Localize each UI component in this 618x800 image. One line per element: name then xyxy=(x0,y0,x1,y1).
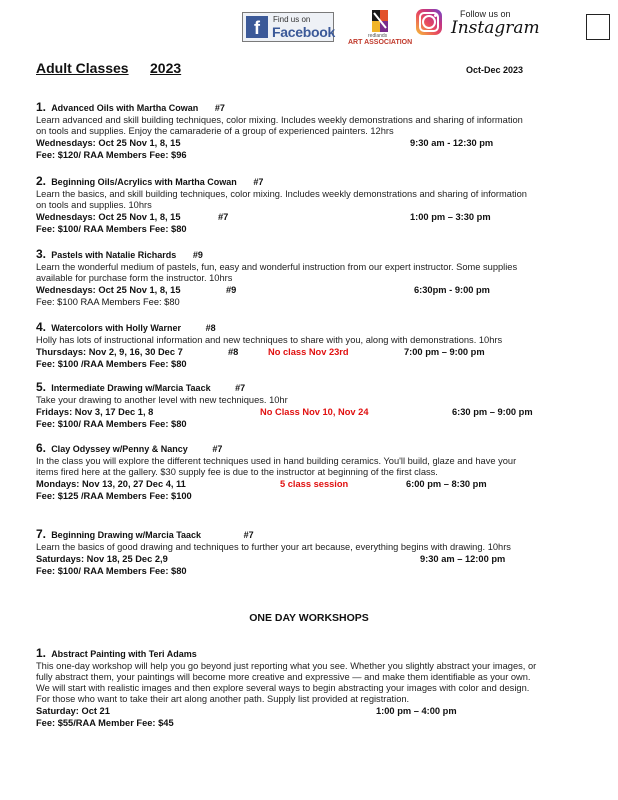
class-schedule: Thursdays: Nov 2, 9, 16, 30 Dec 7 xyxy=(36,347,183,357)
class-description: Learn advanced and skill building techniques, color mixing. Includes weekly demonstrations and sharing of information xyxy=(36,115,523,125)
page-year: 2023 xyxy=(150,60,182,76)
class-time: 1:00 pm – 3:30 pm xyxy=(410,212,491,222)
facebook-caption: Find us on xyxy=(273,15,311,24)
workshop-fee: Fee: $55/RAA Member Fee: $45 xyxy=(36,718,174,728)
workshop-heading: 1. Abstract Painting with Teri Adams xyxy=(36,646,197,660)
instagram-wordmark: Instagram xyxy=(451,18,540,38)
class-schedule: Fridays: Nov 3, 17 Dec 1, 8 xyxy=(36,407,154,417)
class-schedule: Mondays: Nov 13, 20, 27 Dec 4, 11 xyxy=(36,479,186,489)
class-fee: Fee: $100 /RAA Members Fee: $80 xyxy=(36,359,187,369)
facebook-wordmark: Facebook xyxy=(272,24,335,40)
facebook-logo-icon: f xyxy=(246,16,268,38)
class-time: 7:00 pm – 9:00 pm xyxy=(404,347,485,357)
class-description: on tools and supplies. 10hrs xyxy=(36,200,152,210)
instagram-caption: Follow us on xyxy=(460,9,511,19)
class-description: Learn the basics, and skill building techniques, color mixing. Includes weekly demonstrations and sharing of information xyxy=(36,189,527,199)
class-heading: 1. Advanced Oils with Martha Cowan #7 xyxy=(36,100,225,114)
class-heading: 2. Beginning Oils/Acrylics with Martha Cowan #7 xyxy=(36,174,264,188)
class-heading: 7. Beginning Drawing w/Marcia Taack #7 xyxy=(36,527,254,541)
class-schedule-code: #8 xyxy=(228,347,239,357)
class-schedule: Saturdays: Nov 18, 25 Dec 2,9 xyxy=(36,554,168,564)
class-note: No Class Nov 10, Nov 24 xyxy=(260,407,369,417)
blank-checkbox xyxy=(586,14,610,40)
class-schedule: Wednesdays: Oct 25 Nov 1, 8, 15 xyxy=(36,138,181,148)
class-description: In the class you will explore the different techniques used in hand building ceramics. You'll build, glaze and have your xyxy=(36,456,517,466)
page-title: Adult Classes xyxy=(36,60,129,76)
class-time: 9:30 am – 12:00 pm xyxy=(420,554,506,564)
workshop-schedule: Saturday: Oct 21 xyxy=(36,706,110,716)
class-heading: 5. Intermediate Drawing w/Marcia Taack #7 xyxy=(36,380,246,394)
class-schedule-code: #7 xyxy=(218,212,229,222)
facebook-badge[interactable] xyxy=(242,12,334,42)
quarter-label: Oct-Dec 2023 xyxy=(466,65,524,75)
class-fee: Fee: $100 RAA Members Fee: $80 xyxy=(36,297,180,307)
class-fee: Fee: $125 /RAA Members Fee: $100 xyxy=(36,491,192,501)
class-note: 5 class session xyxy=(280,479,349,489)
redlands-art-association-logo xyxy=(369,8,391,34)
class-description: on tools and supplies. Enjoy the camaraderie of a group of experienced painters. 12hrs xyxy=(36,126,394,136)
class-heading: 4. Watercolors with Holly Warner #8 xyxy=(36,320,216,334)
workshop-time: 1:00 pm – 4:00 pm xyxy=(376,706,457,716)
class-fee: Fee: $120/ RAA Members Fee: $96 xyxy=(36,150,187,160)
class-heading: 6. Clay Odyssey w/Penny & Nancy #7 xyxy=(36,441,223,455)
class-description: Holly has lots of instructional information and new techniques to share with you, along with demonstrations. 10hrs xyxy=(36,335,503,345)
class-time: 9:30 am - 12:30 pm xyxy=(410,138,494,148)
association-name: ART ASSOCIATION xyxy=(348,39,413,46)
association-subtitle: redlands xyxy=(368,33,388,39)
class-fee: Fee: $100/ RAA Members Fee: $80 xyxy=(36,566,187,576)
class-schedule: Wednesdays: Oct 25 Nov 1, 8, 15 xyxy=(36,212,181,222)
class-fee: Fee: $100/ RAA Members Fee: $80 xyxy=(36,224,187,234)
workshop-description: fully abstract them, your paintings will become more creative and expressive — and make them identifiable as your own. xyxy=(36,672,531,682)
workshop-description: We will start with realistic images and then explore several ways to begin abstracting your images with color and design. xyxy=(36,683,530,693)
class-schedule: Wednesdays: Oct 25 Nov 1, 8, 15 xyxy=(36,285,181,295)
class-time: 6:30 pm – 9:00 pm xyxy=(452,407,533,417)
class-note: No class Nov 23rd xyxy=(268,347,349,357)
class-schedule-code: #9 xyxy=(226,285,237,295)
workshop-description: For those who want to take their art along another path. Supply list provided at registration. xyxy=(36,694,410,704)
class-description: available for purchase form the instructor. 10hrs xyxy=(36,273,233,283)
class-description: items fired here at the gallery. $30 supply fee is due to the instructor at beginning of the first class. xyxy=(36,467,438,477)
class-heading: 3. Pastels with Natalie Richards #9 xyxy=(36,247,203,261)
class-description: Take your drawing to another level with new techniques. 10hr xyxy=(36,395,288,405)
class-description: Learn the basics of good drawing and techniques to further your art because, everything begins with drawing. 10hrs xyxy=(36,542,511,552)
class-fee: Fee: $100/ RAA Members Fee: $80 xyxy=(36,419,187,429)
class-time: 6:00 pm – 8:30 pm xyxy=(406,479,487,489)
class-description: Learn the wonderful medium of pastels, fun, easy and wonderful instruction from our expert instructor. Some supplies xyxy=(36,262,518,272)
class-time: 6:30pm - 9:00 pm xyxy=(414,285,490,295)
workshop-description: This one-day workshop will help you go beyond just reporting what you see. Whether you slightly abstract your images, or xyxy=(36,661,537,671)
workshops-heading: ONE DAY WORKSHOPS xyxy=(249,612,369,624)
instagram-logo-icon[interactable] xyxy=(416,9,442,35)
